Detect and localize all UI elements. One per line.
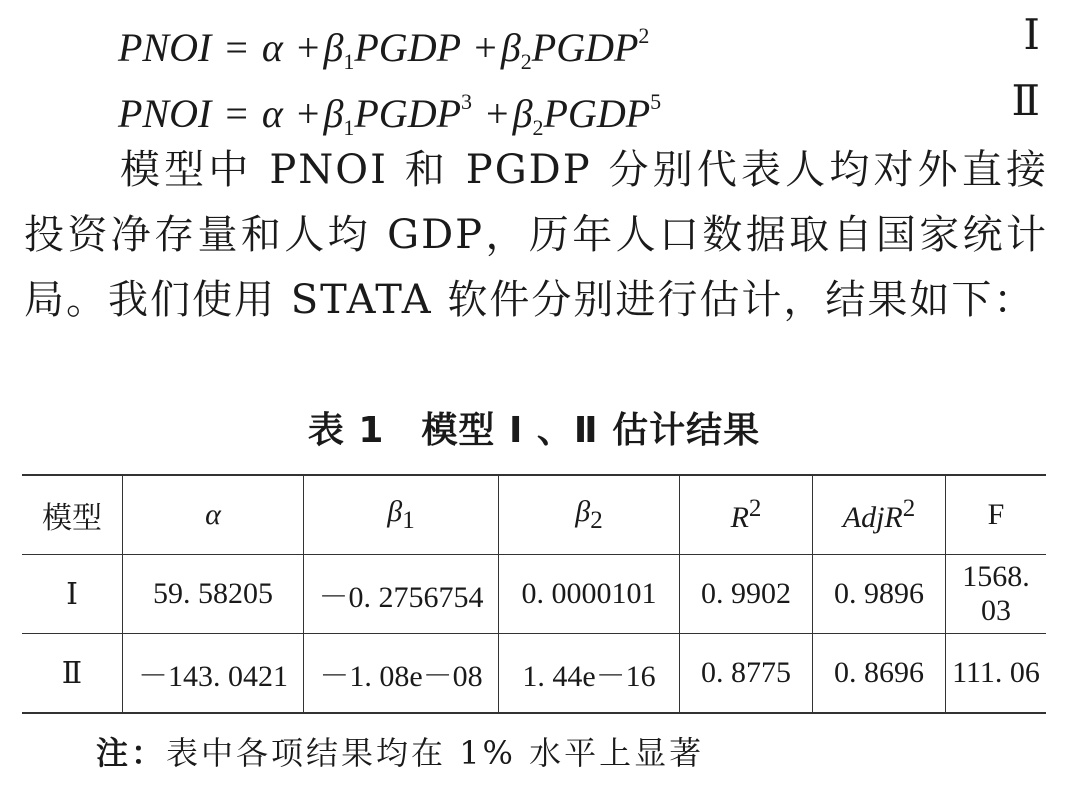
header-r2-sup: 2 bbox=[748, 495, 762, 522]
note-text: 表中各项结果均在 1% 水平上显著 bbox=[166, 734, 705, 772]
eq1-beta2-sub: 2 bbox=[520, 49, 532, 74]
eq2-plus-1: + bbox=[296, 91, 320, 136]
header-beta1-sub: 1 bbox=[402, 507, 415, 534]
eq1-beta1: β bbox=[323, 25, 344, 70]
table-cell: 1568. 03 bbox=[946, 555, 1047, 634]
header-adjr2-symbol: AdjR bbox=[842, 501, 903, 534]
header-beta1-symbol: β bbox=[387, 495, 403, 528]
header-adjr2 bbox=[813, 475, 946, 555]
table-cell: 0. 8775 bbox=[680, 634, 813, 714]
equation-1-label: Ⅰ bbox=[1023, 13, 1040, 59]
eq2-term1: PGDP bbox=[354, 91, 462, 136]
header-f: F bbox=[946, 475, 1047, 555]
eq2-term2: PGDP bbox=[543, 91, 651, 136]
eq2-plus-2: + bbox=[486, 91, 509, 136]
equation-2-label: Ⅱ bbox=[1011, 79, 1040, 125]
eq1-lhs: PNOI bbox=[118, 25, 212, 70]
table-cell: 0. 9902 bbox=[680, 555, 813, 634]
table-cell: 0. 9896 bbox=[813, 555, 946, 634]
table-cell: 111. 06 bbox=[946, 634, 1047, 714]
table-row bbox=[22, 634, 1046, 714]
eq2-lhs: PNOI bbox=[118, 91, 212, 136]
equation-2 bbox=[118, 72, 662, 140]
table-cell: 0. 8696 bbox=[813, 634, 946, 714]
eq1-equals: = bbox=[225, 25, 248, 70]
note-label: 注： bbox=[96, 734, 167, 772]
eq2-term2-exp: 5 bbox=[650, 89, 662, 114]
eq2-equals: = bbox=[225, 91, 248, 136]
table-caption: 表 1 模型 Ⅰ 、Ⅱ 估计结果 bbox=[307, 410, 761, 451]
header-alpha: α bbox=[123, 475, 304, 555]
table-cell: Ⅰ bbox=[22, 555, 123, 634]
eq1-beta2: β bbox=[500, 25, 521, 70]
header-beta1 bbox=[304, 475, 499, 555]
header-adjr2-sup: 2 bbox=[902, 495, 916, 522]
eq1-beta1-sub: 1 bbox=[343, 49, 355, 74]
eq2-beta2: β bbox=[512, 91, 533, 136]
table-cell: －1. 08e－08 bbox=[304, 634, 499, 714]
eq1-term2-exp: 2 bbox=[638, 23, 650, 48]
table-header-row bbox=[22, 475, 1046, 555]
results-table bbox=[22, 474, 1046, 714]
eq2-beta2-sub: 2 bbox=[532, 115, 544, 140]
header-r2-symbol: R bbox=[730, 501, 749, 534]
table-cell: 1. 44e－16 bbox=[499, 634, 680, 714]
eq1-term1: PGDP bbox=[354, 25, 461, 70]
table-cell: 59. 58205 bbox=[123, 555, 304, 634]
table-note bbox=[96, 728, 704, 774]
table-cell: 0. 0000101 bbox=[499, 555, 680, 634]
eq1-plus-1: + bbox=[296, 25, 320, 70]
header-beta2 bbox=[499, 475, 680, 555]
eq1-alpha: α bbox=[261, 25, 283, 70]
header-beta2-symbol: β bbox=[575, 495, 591, 528]
table-cell: －0. 2756754 bbox=[304, 555, 499, 634]
equation-1 bbox=[118, 6, 650, 74]
eq1-term2: PGDP bbox=[531, 25, 639, 70]
header-beta2-sub: 2 bbox=[590, 507, 603, 534]
eq2-beta1: β bbox=[323, 91, 344, 136]
table-row bbox=[22, 555, 1046, 634]
eq2-alpha: α bbox=[261, 91, 283, 136]
body-paragraph: 模型中 PNOI 和 PGDP 分别代表人均对外直接投资净存量和人均 GDP，历年人口数据取自国家统计局。我们使用 STATA 软件分别进行估计，结果如下： bbox=[24, 147, 1048, 323]
table-cell: －143. 0421 bbox=[123, 634, 304, 714]
header-model: 模型 bbox=[22, 475, 123, 555]
eq1-plus-2: + bbox=[474, 25, 497, 70]
header-r2 bbox=[680, 475, 813, 555]
eq2-beta1-sub: 1 bbox=[343, 115, 355, 140]
eq2-term1-exp: 3 bbox=[461, 89, 473, 114]
table-cell: Ⅱ bbox=[22, 634, 123, 714]
